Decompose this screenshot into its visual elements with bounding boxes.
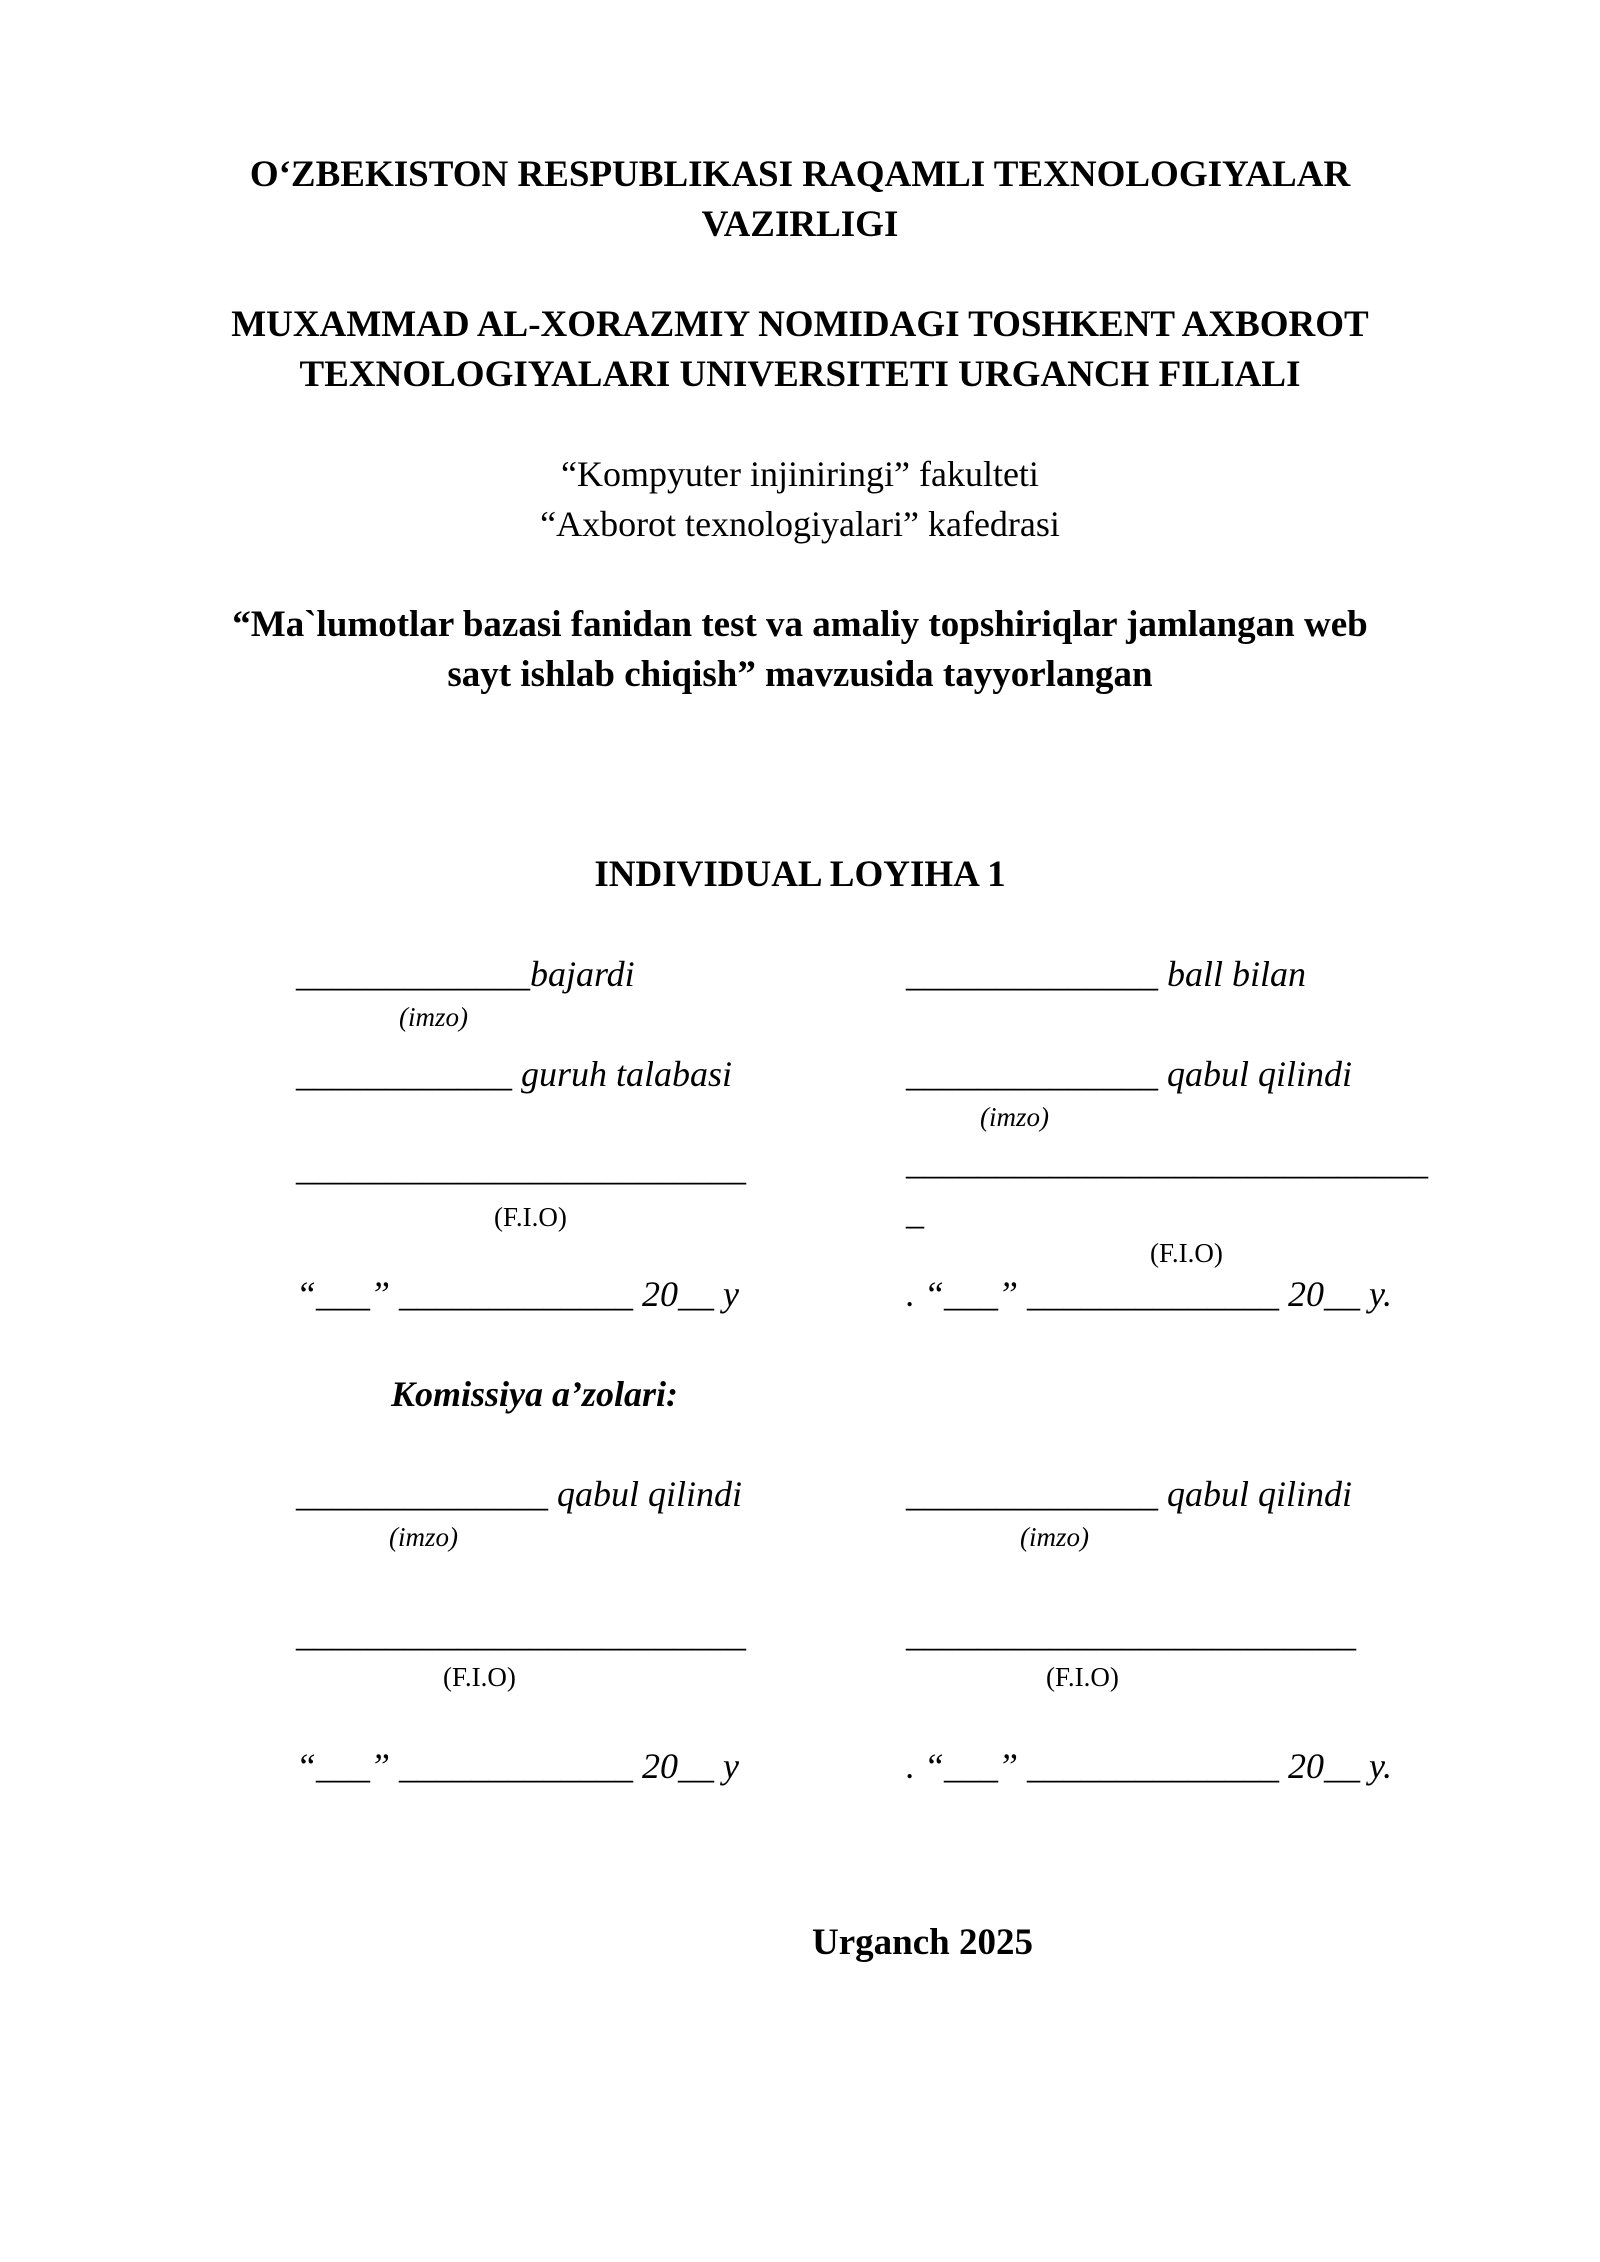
teacher-ball: ______________ ball bilan <box>906 954 1307 994</box>
teacher-date: . “___” ______________ 20__ y. <box>906 1274 1393 1314</box>
topic-line-1: “Ma`lumotlar bazasi fanidan test va amaliy topshiriqlar jamlangan web <box>232 604 1368 645</box>
student-group: ____________ guruh talabasi <box>296 1054 733 1094</box>
project-title: INDIVIDUAL LOYIHA 1 <box>594 854 1006 895</box>
commission-right-fio-line: _________________________ <box>906 1614 1356 1654</box>
student-bajardi: _____________bajardi <box>296 954 635 994</box>
department-name: “Axborot texnologiyalari” kafedrasi <box>540 504 1060 544</box>
commission-right-qabul: ______________ qabul qilindi <box>906 1474 1353 1514</box>
student-imzo-label: (imzo) <box>399 1002 468 1032</box>
commission-left-fio-line: _________________________ <box>296 1614 746 1654</box>
student-fio-label: (F.I.O) <box>494 1202 567 1232</box>
faculty-name: “Kompyuter injiniringi” fakulteti <box>561 454 1039 494</box>
university-line-2: TEXNOLOGIYALARI UNIVERSITETI URGANCH FILIALI <box>299 354 1301 395</box>
ministry-line-2: VAZIRLIGI <box>701 204 899 245</box>
place-year: Urganch 2025 <box>812 1922 1033 1963</box>
commission-left-qabul: ______________ qabul qilindi <box>296 1474 743 1514</box>
student-fio-line: _________________________ <box>296 1148 746 1188</box>
topic-line-2: sayt ishlab chiqish” mavzusida tayyorlangan <box>447 654 1153 695</box>
teacher-qabul: ______________ qabul qilindi <box>906 1054 1353 1094</box>
teacher-fio-line: _____________________________ <box>906 1142 1428 1182</box>
commission-heading: Komissiya a’zolari: <box>391 1374 679 1414</box>
ministry-line-1: O‘ZBEKISTON RESPUBLIKASI RAQAMLI TEXNOLOGIYALAR <box>249 154 1351 195</box>
student-date: “___” _____________ 20__ y <box>296 1274 740 1314</box>
commission-right-fio-label: (F.I.O) <box>1046 1662 1119 1692</box>
commission-right-date: . “___” ______________ 20__ y. <box>906 1746 1393 1786</box>
commission-left-date: “___” _____________ 20__ y <box>296 1746 740 1786</box>
university-line-1: MUXAMMAD AL-XORAZMIY NOMIDAGI TOSHKENT AXBOROT <box>231 304 1369 345</box>
commission-left-imzo-label: (imzo) <box>389 1522 458 1552</box>
teacher-fio-tail: _ <box>906 1192 924 1232</box>
commission-right-imzo-label: (imzo) <box>1020 1522 1089 1552</box>
commission-left-fio-label: (F.I.O) <box>443 1662 516 1692</box>
teacher-imzo-label: (imzo) <box>980 1102 1049 1132</box>
teacher-fio-label: (F.I.O) <box>1150 1238 1223 1268</box>
